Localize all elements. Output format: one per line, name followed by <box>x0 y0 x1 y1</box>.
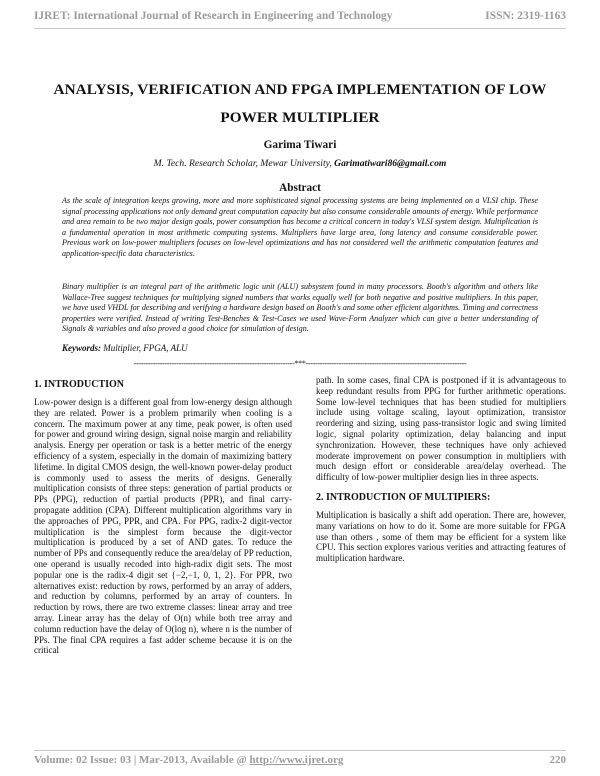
abstract-paragraph-1: As the scale of integration keeps growing, more and more sophisticated signal processing systems are being implemented on a VLSI chip. These signal processing applications not only demand great computation capacity but also consume considerable amounts of energy. While performance and area remain to be two major design goals, power consumption has become a critical concern in today's VLSI system design. Multiplication is a fundamental operation in most arithmetic computing systems. Multipliers have large area, long latency and consume considerable power. Previous work on low-power multipliers focuses on low-level optimizations and has not considered well the arithmetic computation features and application-specific data characteristics. <box>62 196 538 258</box>
journal-link[interactable]: http://www.ijret.org <box>249 754 344 766</box>
footer-left <box>34 754 343 766</box>
issn: ISSN: 2319-1163 <box>485 10 566 22</box>
title-line-2: POWER MULTIPLIER <box>220 109 380 126</box>
abstract-paragraph-2: Binary multiplier is an integral part of the arithmetic logic unit (ALU) subsystem found in many processors. Booth's algorithm and others like Wallace-Tree suggest techniques for multiplying signed numbers that works equally well for both negative and positive multipliers. In this paper, we have used VHDL for describing and verifying a hardware design based on Booth's and some other efficient algorithms. Timing and correctness properties were verified. Instead of writing Test-Benches & Test-Cases we used Wave-Form Analyzer which can give a better understanding of Signals & variables and also proved a good choice for simulation of design. <box>62 282 538 334</box>
running-header <box>34 10 566 22</box>
section-2-text: Multiplication is basically a shift add operation. There are, however, many variations on how to do it. Some are more suitable for FPGA use than others , some of them may be efficient for a system like CPU. This section explores various verities and attracting features of multiplication hardware. <box>316 509 566 564</box>
journal-name: IJRET: International Journal of Research in Engineering and Technology <box>34 10 393 22</box>
keywords-value: Multiplier, FPGA, ALU <box>103 343 188 353</box>
page-footer <box>34 754 566 766</box>
footer-volume: Volume: 02 Issue: 03 | Mar-2013, Available @ <box>34 754 247 766</box>
section-1-continued: path. In some cases, final CPA is postponed if it is advantageous to keep redundant results from PPG for further arithmetic operations. Some low-level techniques that has been studied for multipliers include using voltage scaling, layout optimization, transistor reordering and sizing, using pass-transistor logic and swing limited logic, signal polarity optimization, delay balancing and input synchronization. However, these techniques have only achieved moderate improvement on power consumption in multipliers with much design effort or considerable area/delay overhead. The difficulty of low-power multiplier design lies in three aspects. <box>316 375 566 483</box>
header-rule <box>34 28 566 29</box>
paper-title <box>34 76 566 132</box>
left-column <box>34 378 292 656</box>
section-1-text: Low-power design is a different goal from low-energy design although they are related. Power is a problem primarily when cooling is a concern. The maximum power at any time, peak power, is often used for power and ground wiring design, signal noise margin and reliability analysis. Energy per operation or task is a better metric of the energy efficiency of a system, especially in the domain of maximizing battery lifetime. In digital CMOS design, the well-known power-delay product is commonly used to assess the merits of designs. Generally multiplication consists of three steps: generation of partial products or PPs (PPG), reduction of partial products (PPR), and final carry-propagate addition (CPA). Different multiplication algorithms vary in the approaches of PPG, PPR, and CPA. For PPG, radix-2 digit-vector multiplication is the simplest form because the digit-vector multiplication is produced by a set of AND gates. To reduce the number of PPs and consequently reduce the area/delay of PP reduction, one operand is usually recoded into high-radix digit sets. The most popular one is the radix-4 digit set {−2,−1, 0, 1, 2}. For PPR, two alternatives exist: reduction by rows, performed by an array of adders, and reduction by columns, performed by an array of counters. In reduction by rows, there are two extreme classes: linear array and tree array. Linear array has the delay of O(n) while both tree array and column reduction have the delay of O(log n), where n is the number of PPs. The final CPA requires a fast adder scheme because it is on the critical <box>34 397 292 656</box>
section-divider: --------------------------------------------------------------------***-------------------------------------------------------------------- <box>133 359 467 368</box>
right-column <box>316 375 566 564</box>
author-affiliation <box>0 158 600 169</box>
keywords-label: Keywords: <box>62 343 101 353</box>
author-email[interactable]: Garimatiwari86@gmail.com <box>334 158 447 169</box>
section-2-heading: 2. INTRODUCTION OF MULTIPIERS: <box>316 491 491 503</box>
abstract-heading: Abstract <box>279 182 321 194</box>
page-number: 220 <box>549 754 566 766</box>
footer-rule <box>34 750 566 751</box>
section-1-heading: 1. INTRODUCTION <box>34 379 125 390</box>
title-line-1: ANALYSIS, VERIFICATION AND FPGA IMPLEMENTATION OF LOW <box>53 81 547 98</box>
author-name: Garima Tiwari <box>263 139 337 151</box>
affiliation-text: M. Tech. Research Scholar, Mewar University, <box>153 158 332 169</box>
keywords <box>62 343 188 353</box>
